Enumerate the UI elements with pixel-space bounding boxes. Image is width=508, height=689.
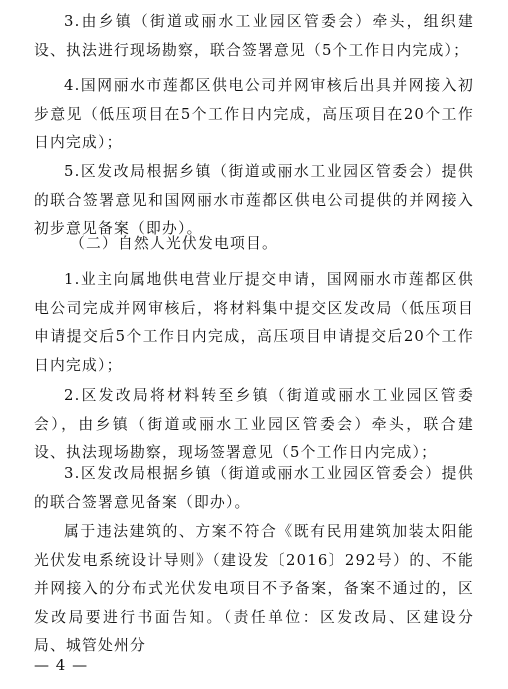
section-heading-natural-person: （二）自然人光伏发电项目。 (70, 235, 278, 252)
paragraph-item-3-township: 3.由乡镇（街道或丽水工业园区管委会）牵头，组织建设、执法进行现场勘察，联合签署意见（5个工作日内完成）； (34, 13, 474, 59)
paragraph-item-1-application: 1.业主向属地供电营业厅提交申请，国网丽水市莲都区供电公司完成并网审核后，将材料集中提交区发改局（低压项目申请提交后5个工作日内完成，高压项目申请提交后20个工作日内完成）； (34, 271, 474, 374)
paragraph-illegal-buildings: 属于违法建筑的、方案不符合《既有民用建筑加装太阳能光伏发电系统设计导则》（建设发〔2016〕292号）的、不能并网接入的分布式光伏发电项目不予备案，备案不通过的，区发改局要进行书面告知。（责任单位：区发改局、区建设分局、城管处州分 (34, 523, 474, 655)
paragraph-item-3-record: 3.区发改局根据乡镇（街道或丽水工业园区管委会）提供的联合签署意见备案（即办）。 (34, 465, 474, 511)
paragraph-item-5-filing: 5.区发改局根据乡镇（街道或丽水工业园区管委会）提供的联合签署意见和国网丽水市莲都区供电公司提供的并网接入初步意见备案（即办）。 (34, 163, 474, 238)
paragraph-item-4-grid-review: 4.国网丽水市莲都区供电公司并网审核后出具并网接入初步意见（低压项目在5个工作日内完成，高压项目在20个工作日内完成）； (34, 77, 474, 152)
page-number: — 4 — (34, 656, 89, 674)
paragraph-item-2-transfer: 2.区发改局将材料转至乡镇（街道或丽水工业园区管委会），由乡镇（街道或丽水工业园区管委会）牵头，联合建设、执法现场勘察，现场签署意见（5个工作日内完成）； (34, 387, 474, 462)
